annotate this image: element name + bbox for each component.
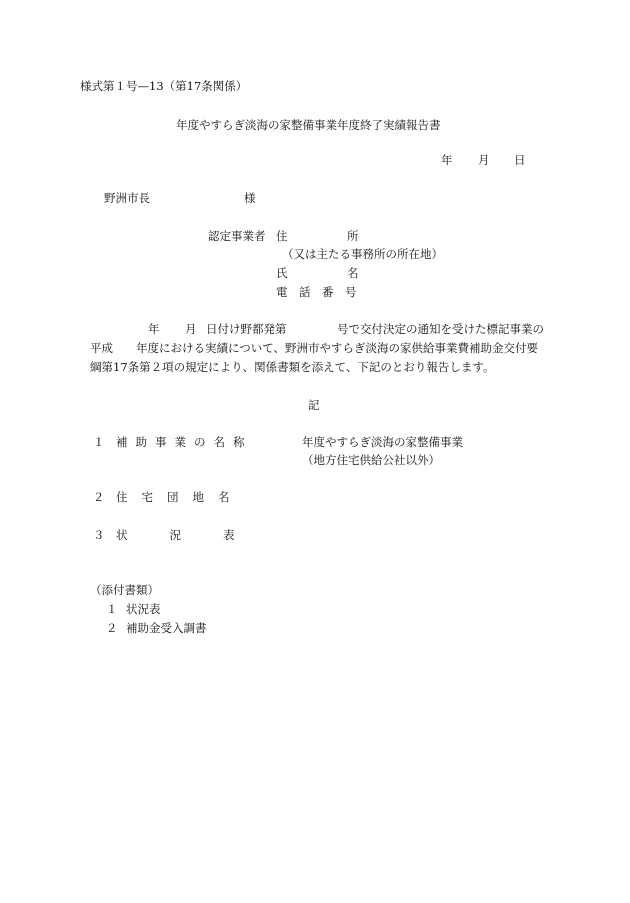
address-label-2: 所 bbox=[347, 229, 359, 243]
body-line3: 綱第17条第２項の規定により、関係書類を添えて、下記のとおり報告します。 bbox=[90, 360, 495, 374]
item-2-label: 住宅団地名 bbox=[116, 490, 244, 504]
date-year: 年 bbox=[441, 153, 453, 167]
address-label: 住 bbox=[276, 229, 288, 243]
addressee-name: 野洲市長 bbox=[104, 191, 150, 205]
addressee-honorific: 様 bbox=[244, 191, 256, 205]
attachments-heading: （添付書類） bbox=[90, 583, 159, 597]
attachment-1-text: 状況表 bbox=[126, 602, 161, 616]
document-title: 年度やすらぎ淡海の家整備事業年度終了実績報告書 bbox=[176, 118, 441, 132]
body-line1-mid: 日付け野都発第 bbox=[206, 322, 287, 336]
date-month: 月 bbox=[478, 153, 490, 167]
name-label-2: 名 bbox=[347, 266, 359, 280]
item-3-label: 状況表 bbox=[116, 528, 277, 542]
attachment-2-text: 補助金受入調書 bbox=[126, 621, 207, 635]
name-label: 氏 bbox=[276, 266, 288, 280]
attachment-1-number: １ bbox=[106, 602, 118, 616]
date-day: 日 bbox=[514, 153, 526, 167]
item-1-value: 年度やすらぎ淡海の家整備事業 bbox=[302, 435, 463, 449]
body-year: 年 bbox=[148, 322, 160, 336]
item-1-label: 補助事業の名称 bbox=[116, 435, 253, 449]
phone-label: 電 話 番 号 bbox=[276, 285, 357, 299]
body-line2: 平成 年度における実績について、野洲市やすらぎ淡海の家供給事業費補助金交付要 bbox=[90, 341, 539, 355]
attachment-2-number: ２ bbox=[106, 621, 118, 635]
form-number: 様式第１号—13（第17条関係） bbox=[80, 79, 248, 93]
applicant-label: 認定事業者 bbox=[208, 229, 266, 243]
item-1-number: １ bbox=[93, 435, 105, 449]
body-line1-end: 号で交付決定の通知を受けた標記事業の bbox=[337, 322, 544, 336]
ki-heading: 記 bbox=[308, 398, 320, 412]
item-3-number: ３ bbox=[93, 528, 105, 542]
body-month: 月 bbox=[185, 322, 197, 336]
item-2-number: ２ bbox=[93, 490, 105, 504]
address-note: （又は主たる事務所の所在地） bbox=[282, 247, 443, 261]
item-1-note: （地方住宅供給公社以外） bbox=[302, 453, 440, 467]
